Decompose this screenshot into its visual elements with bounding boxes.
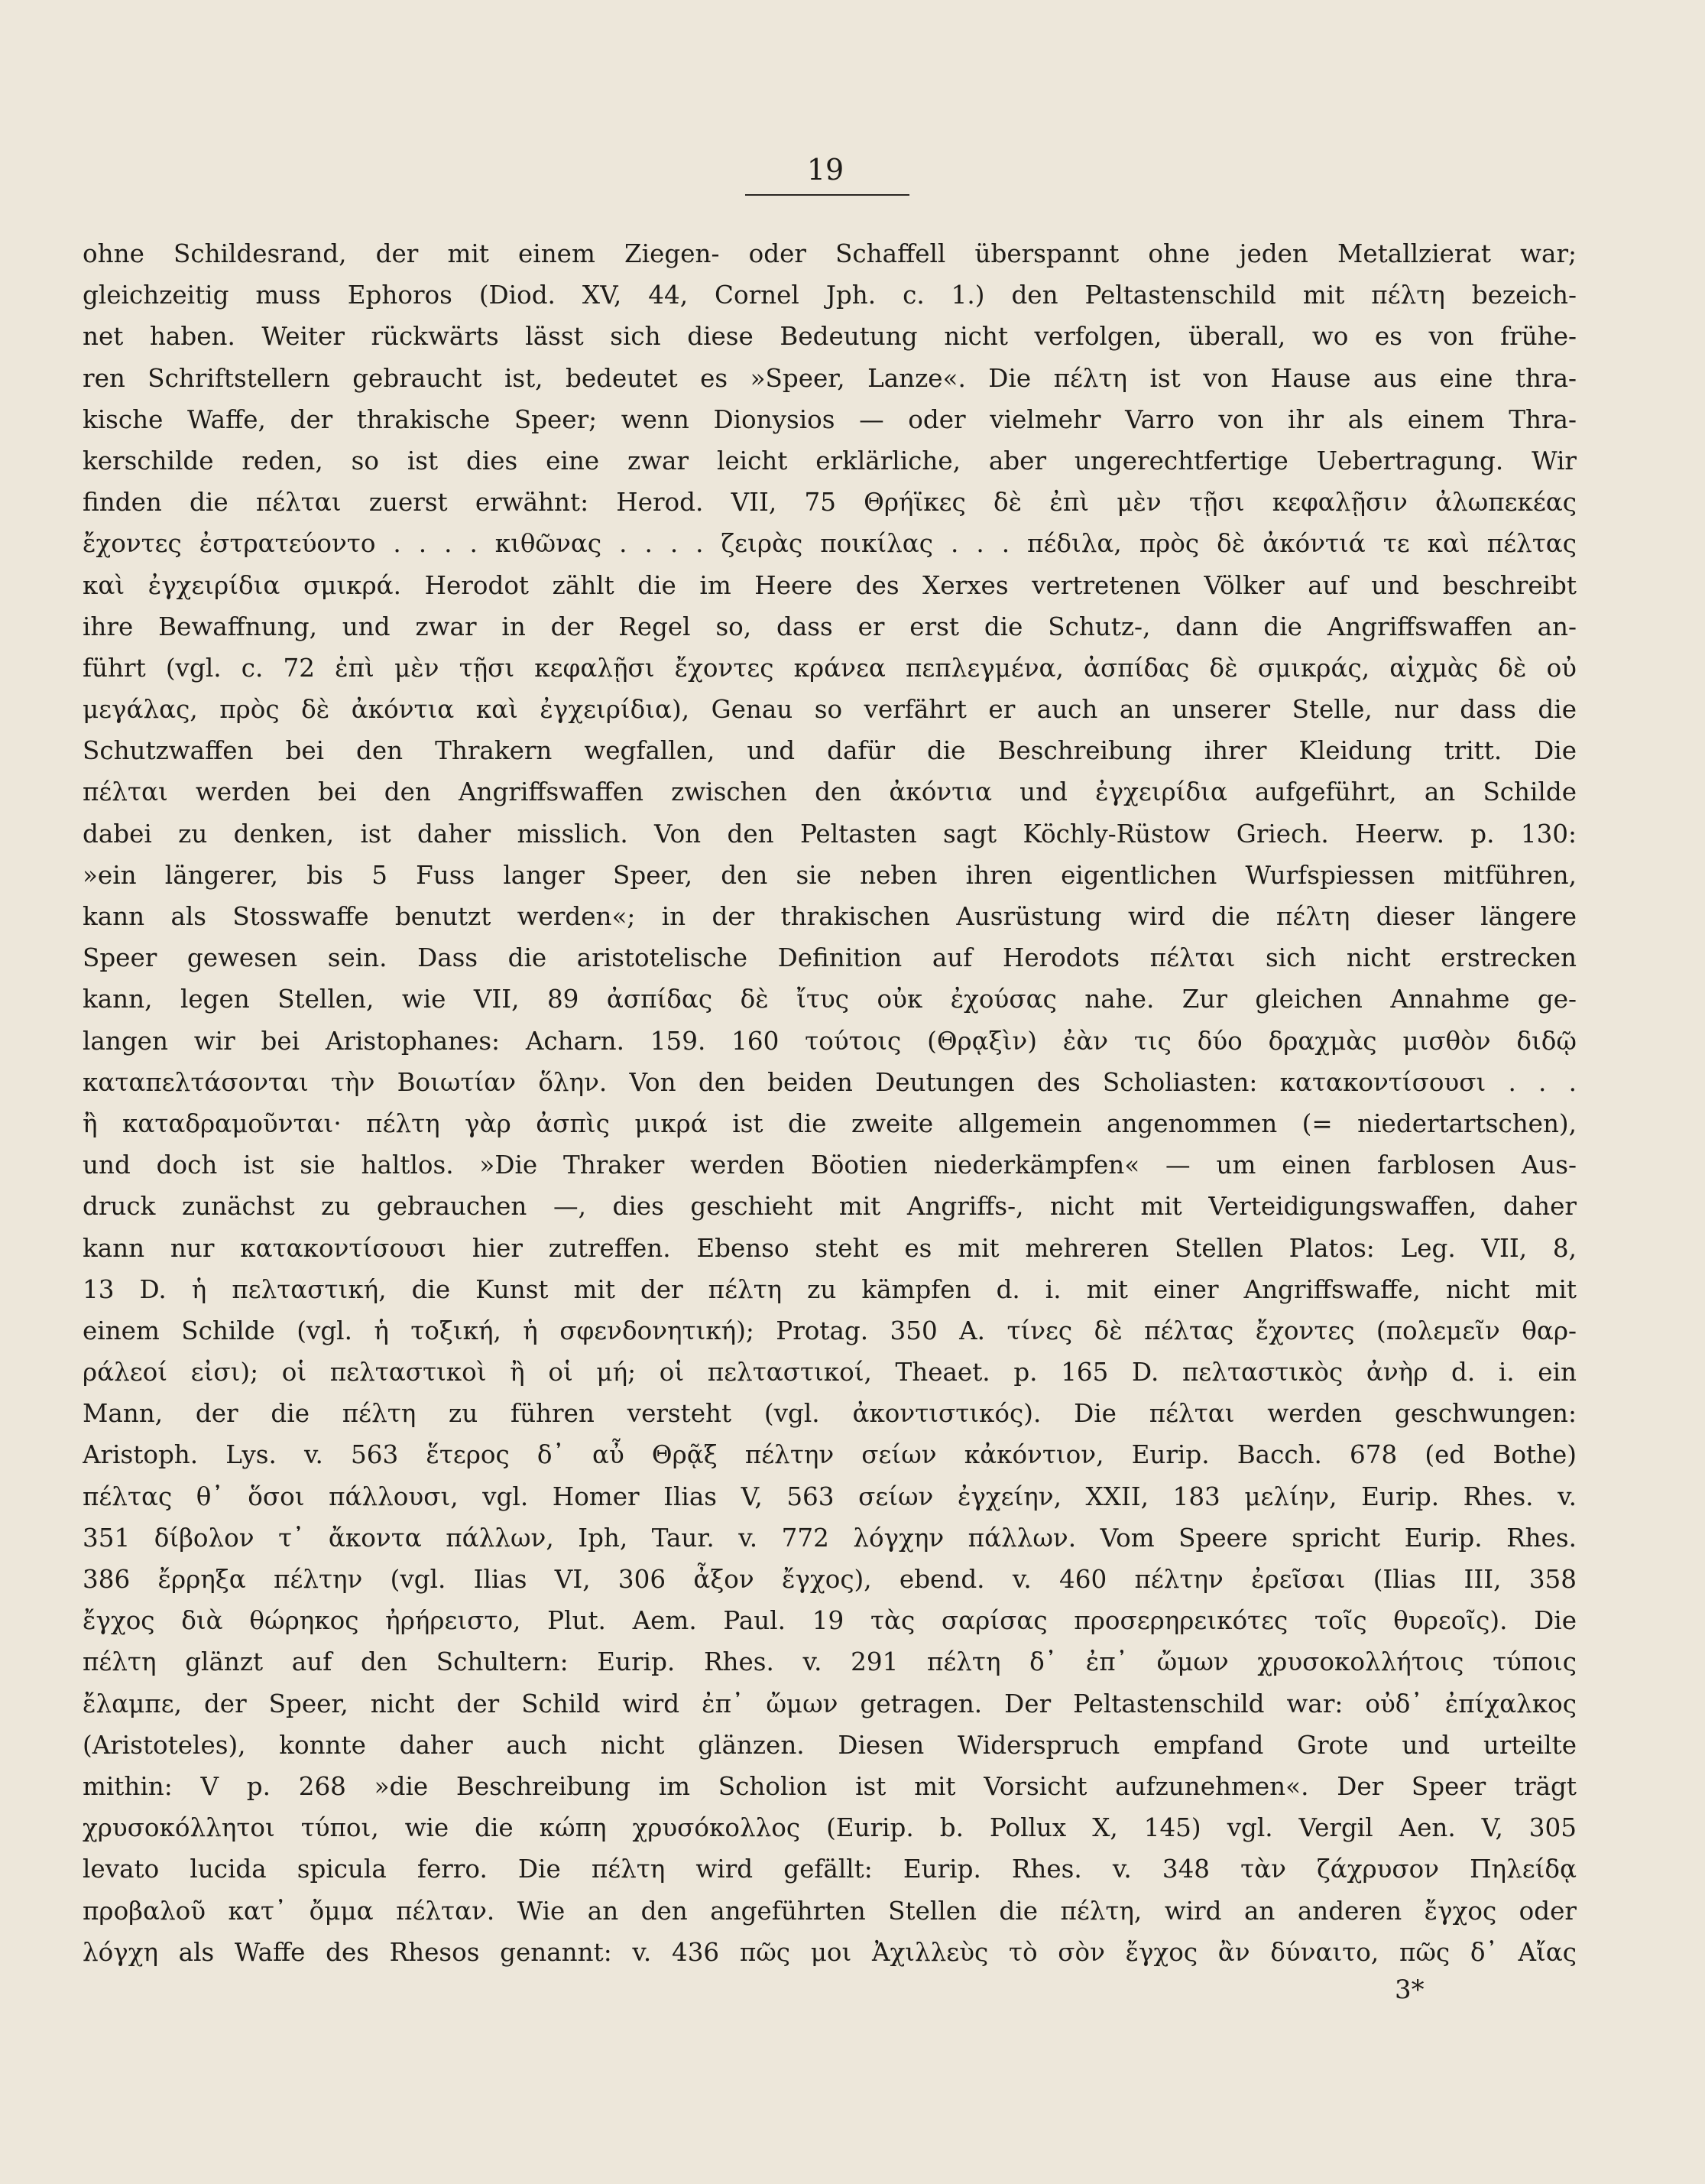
text-line: ἔλαμπε, der Speer, nicht der Schild wird ἐπ᾿ ὤμων getragen. Der Peltastenschild war: οὐδ᾿ ἐπίχαλκος [83, 1689, 1577, 1718]
body-text [83, 233, 1577, 1973]
text-line: ihre Bewaffnung, und zwar in der Regel so, dass er erst die Schutz-, dann die Angriffswaffen an- [83, 612, 1577, 641]
text-line: 351 δίβολον τ᾿ ἄκοντα πάλλων, Iph, Taur. v. 772 λόγχην πάλλων. Vom Speere spricht Eurip. Rhes. [83, 1523, 1577, 1553]
text-line: πέλτας θ᾿ ὅσοι πάλλουσι, vgl. Homer Ilias V, 563 σείων ἐγχείην, XXII, 183 μελίην, Eurip. Rhes. v. [83, 1481, 1577, 1511]
signature-mark: 3* [1395, 1975, 1425, 2005]
text-line: kann, legen Stellen, wie VII, 89 ἀσπίδας δὲ ἴτυς οὐκ ἐχούσας nahe. Zur gleichen Annahme ge- [83, 985, 1577, 1014]
text-line: net haben. Weiter rückwärts lässt sich diese Bedeutung nicht verfolgen, überall, wo es von frühe- [83, 322, 1577, 352]
text-line: führt (vgl. c. 72 ἐπὶ μὲν τῇσι κεφαλῇσι ἔχοντες κράνεα πεπλεγμένα, ἀσπίδας δὲ σμικράς, αἰχμὰς δὲ οὐ [83, 653, 1577, 683]
text-line: druck zunächst zu gebrauchen —, dies geschieht mit Angriffs-, nicht mit Verteidigungswaffen, daher [83, 1192, 1577, 1222]
text-line: μεγάλας, πρὸς δὲ ἀκόντια καὶ ἐγχειρίδια), Genau so verfährt er auch an unserer Stelle, nur dass die [83, 695, 1577, 725]
text-line: χρυσοκόλλητοι τύποι, wie die κώπη χρυσόκολλος (Eurip. b. Pollux X, 145) vgl. Vergil Aen. V, 305 [83, 1813, 1577, 1843]
text-line: 13 D. ἡ πελταστική, die Kunst mit der πέλτη zu kämpfen d. i. mit einer Angriffswaffe, nicht mit [83, 1274, 1577, 1304]
text-line: ράλεοί εἰσι); οἱ πελταστικοὶ ἢ οἱ μή; οἱ πελταστικοί, Theaet. p. 165 D. πελταστικὸς ἀνὴρ d. i. ein [83, 1358, 1577, 1387]
text-line: Schutzwaffen bei den Thrakern wegfallen, und dafür die Beschreibung ihrer Kleidung tritt. Die [83, 736, 1577, 766]
text-line: kerschilde reden, so ist dies eine zwar leicht erklärliche, aber ungerechtfertige Uebertragung. Wir [83, 446, 1577, 475]
text-line: πέλτη glänzt auf den Schultern: Eurip. Rhes. v. 291 πέλτη δ᾿ ἐπ᾿ ὤμων χρυσοκολλήτοις τύποις [83, 1647, 1577, 1677]
text-line: πέλται werden bei den Angriffswaffen zwischen den ἀκόντια und ἐγχειρίδια aufgeführt, an Schilde [83, 777, 1577, 807]
text-line: levato lucida spicula ferro. Die πέλτη wird gefällt: Eurip. Rhes. v. 348 τὰν ζάχρυσον Πηλείδᾳ [83, 1855, 1577, 1884]
text-line: καταπελτάσονται τὴν Βοιωτίαν ὅλην. Von den beiden Deutungen des Scholiasten: κατακοντίσουσι . . . [83, 1067, 1577, 1097]
text-line: καὶ ἐγχειρίδια σμικρά. Herodot zählt die im Heere des Xerxes vertretenen Völker auf und beschreibt [83, 570, 1577, 600]
text-line: kann als Stosswaffe benutzt werden«; in der thrakischen Ausrüstung wird die πέλτη dieser längere [83, 902, 1577, 931]
text-line: gleichzeitig muss Ephoros (Diod. XV, 44, Cornel Jph. c. 1.) den Peltastenschild mit πέλτη bezeich- [83, 281, 1577, 310]
text-line: finden die πέλται zuerst erwähnt: Herod. VII, 75 Θρήϊκες δὲ ἐπὶ μὲν τῇσι κεφαλῇσιν ἀλωπεκέας [83, 488, 1577, 518]
text-line: mithin: V p. 268 »die Beschreibung im Scholion ist mit Vorsicht aufzunehmen«. Der Speer trägt [83, 1771, 1577, 1801]
text-line: dabei zu denken, ist daher misslich. Von den Peltasten sagt Köchly-Rüstow Griech. Heerw. p. 130: [83, 819, 1577, 849]
text-line: ἢ καταδραμοῦνται· πέλτη γὰρ ἀσπὶς μικρά ist die zweite allgemein angenommen (= niedertartschen), [83, 1108, 1577, 1138]
text-line: und doch ist sie haltlos. »Die Thraker werden Böotien niederkämpfen« — um einen farblosen Aus- [83, 1150, 1577, 1180]
text-line: einem Schilde (vgl. ἡ τοξική, ἡ σφενδονητική); Protag. 350 A. τίνες δὲ πέλτας ἔχοντες (πολεμεῖν θαρ- [83, 1316, 1577, 1345]
text-line: Speer gewesen sein. Dass die aristotelische Definition auf Herodots πέλται sich nicht erstrecken [83, 943, 1577, 973]
text-line: ren Schriftstellern gebraucht ist, bedeutet es »Speer, Lanze«. Die πέλτη ist von Hause aus eine thra- [83, 363, 1577, 393]
text-line: 386 ἔρρηξα πέλτην (vgl. Ilias VI, 306 ἆξον ἔγχος), ebend. v. 460 πέλτην ἐρεῖσαι (Ilias III, 358 [83, 1565, 1577, 1594]
text-line: langen wir bei Aristophanes: Acharn. 159. 160 τούτοις (Θρᾳξὶν) ἐὰν τις δύο δραχμὰς μισθὸν διδῷ [83, 1026, 1577, 1056]
text-line: kann nur κατακοντίσουσι hier zutreffen. Ebenso steht es mit mehreren Stellen Platos: Leg. VII, 8, [83, 1233, 1577, 1263]
page-number: 19 [806, 153, 844, 187]
page-number-rule [745, 194, 909, 196]
text-line: ἔχοντες ἐστρατεύοντο . . . . κιθῶνας . . . . ζειρὰς ποικίλας . . . πέδιλα, πρὸς δὲ ἀκόντιά τε καὶ πέλτας [83, 529, 1577, 559]
text-line: ἔγχος διὰ θώρηκος ἠρήρειστο, Plut. Aem. Paul. 19 τὰς σαρίσας προσερηρεικότες τοῖς θυρεοῖς). Die [83, 1606, 1577, 1636]
text-line: kische Waffe, der thrakische Speer; wenn Dionysios — oder vielmehr Varro von ihr als einem Thra- [83, 404, 1577, 434]
text-line: ohne Schildesrand, der mit einem Ziegen- oder Schaffell überspannt ohne jeden Metallzierat war; [83, 239, 1577, 268]
text-line: Aristoph. Lys. v. 563 ἕτερος δ᾿ αὖ Θρᾷξ πέλτην σείων κἀκόντιον, Eurip. Bacch. 678 (ed Bothe) [83, 1440, 1577, 1470]
text-line: (Aristoteles), konnte daher auch nicht glänzen. Diesen Widerspruch empfand Grote und urteilte [83, 1730, 1577, 1760]
text-line: προβαλοῦ κατ᾿ ὄμμα πέλταν. Wie an den angeführten Stellen die πέλτη, wird an anderen ἔγχος oder [83, 1896, 1577, 1926]
text-line: λόγχη als Waffe des Rhesos genannt: v. 436 πῶς μοι Ἀχιλλεὺς τὸ σὸν ἔγχος ἂν δύναιτο, πῶς δ᾿ Αἴας [83, 1937, 1577, 1967]
text-line: »ein längerer, bis 5 Fuss langer Speer, den sie neben ihren eigentlichen Wurfspiessen mitführen, [83, 860, 1577, 890]
text-line: Mann, der die πέλτη zu führen versteht (vgl. ἀκοντιστικός). Die πέλται werden geschwungen: [83, 1399, 1577, 1429]
